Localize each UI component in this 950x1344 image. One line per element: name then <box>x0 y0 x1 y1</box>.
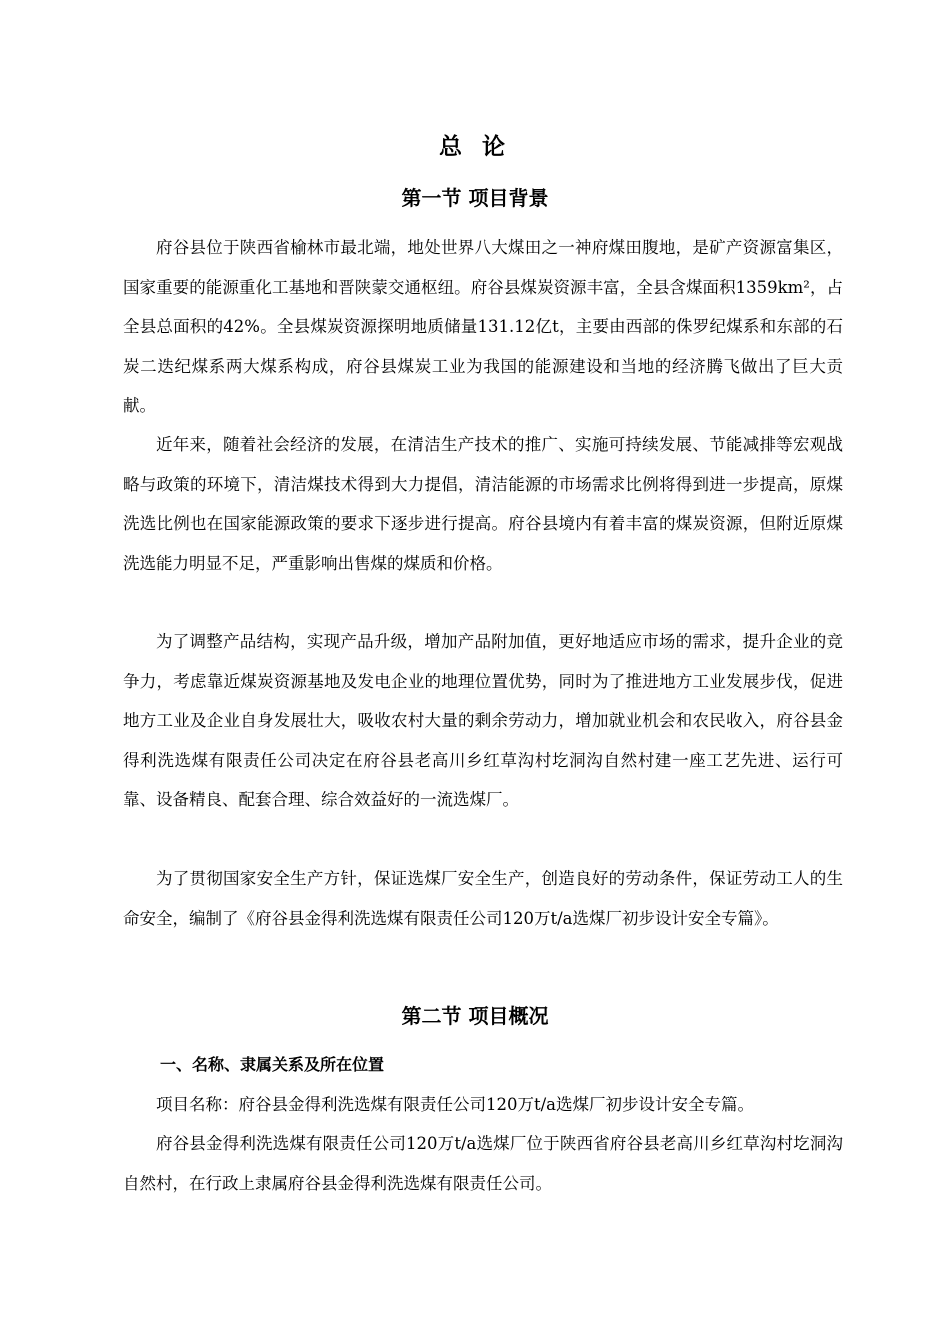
paragraph-project-name: 项目名称：府谷县金得利洗选煤有限责任公司120万t/a选煤厂初步设计安全专篇。 <box>156 1095 755 1114</box>
document-title: 总 论 <box>438 134 511 160</box>
section-heading-background: 第一节 项目背景 <box>401 186 549 210</box>
paragraph-background-3: 为了调整产品结构，实现产品升级，增加产品附加值，更好地适应市场的需求，提升企业的竞争力，考虑靠近煤炭资源基地及发电企业的地理位置优势，同时为了推进地方工业发展步伐，促进地方工业及企业自身发展壮大，吸收农村大量的剩余劳动力，增加就业机会和农民收入，府谷县金得利洗选煤有限责任公司决定在府谷县老高川乡红草沟村圪洞沟自然村建一座工艺先进、运行可靠、设备精良、配套合理、综合效益好的一流选煤厂。 <box>123 632 843 809</box>
section-heading-overview: 第二节 项目概况 <box>401 1004 549 1028</box>
paragraph-background-1: 府谷县位于陕西省榆林市最北端，地处世界八大煤田之一神府煤田腹地，是矿产资源富集区，国家重要的能源重化工基地和晋陕蒙交通枢纽。府谷县煤炭资源丰富，全县含煤面积1359km²，占全县总面积的42%。全县煤炭资源探明地质储量131.12亿t，主要由西部的侏罗纪煤系和东部的石炭二迭纪煤系两大煤系构成，府谷县煤炭工业为我国的能源建设和当地的经济腾飞做出了巨大贡献。 <box>123 238 843 415</box>
paragraph-project-location: 府谷县金得利洗选煤有限责任公司120万t/a选煤厂位于陕西省府谷县老高川乡红草沟村圪洞沟自然村，在行政上隶属府谷县金得利洗选煤有限责任公司。 <box>123 1134 843 1193</box>
subheading-name-location: 一、名称、隶属关系及所在位置 <box>160 1055 385 1074</box>
paragraph-background-4: 为了贯彻国家安全生产方针，保证选煤厂安全生产，创造良好的劳动条件，保证劳动工人的生命安全，编制了《府谷县金得利洗选煤有限责任公司120万t/a选煤厂初步设计安全专篇》。 <box>123 869 843 928</box>
paragraph-background-2: 近年来，随着社会经济的发展，在清洁生产技术的推广、实施可持续发展、节能减排等宏观战略与政策的环境下，清洁煤技术得到大力提倡，清洁能源的市场需求比例将得到进一步提高，原煤洗选比例也在国家能源政策的要求下逐步进行提高。府谷县境内有着丰富的煤炭资源，但附近原煤洗选能力明显不足，严重影响出售煤的煤质和价格。 <box>123 435 843 573</box>
